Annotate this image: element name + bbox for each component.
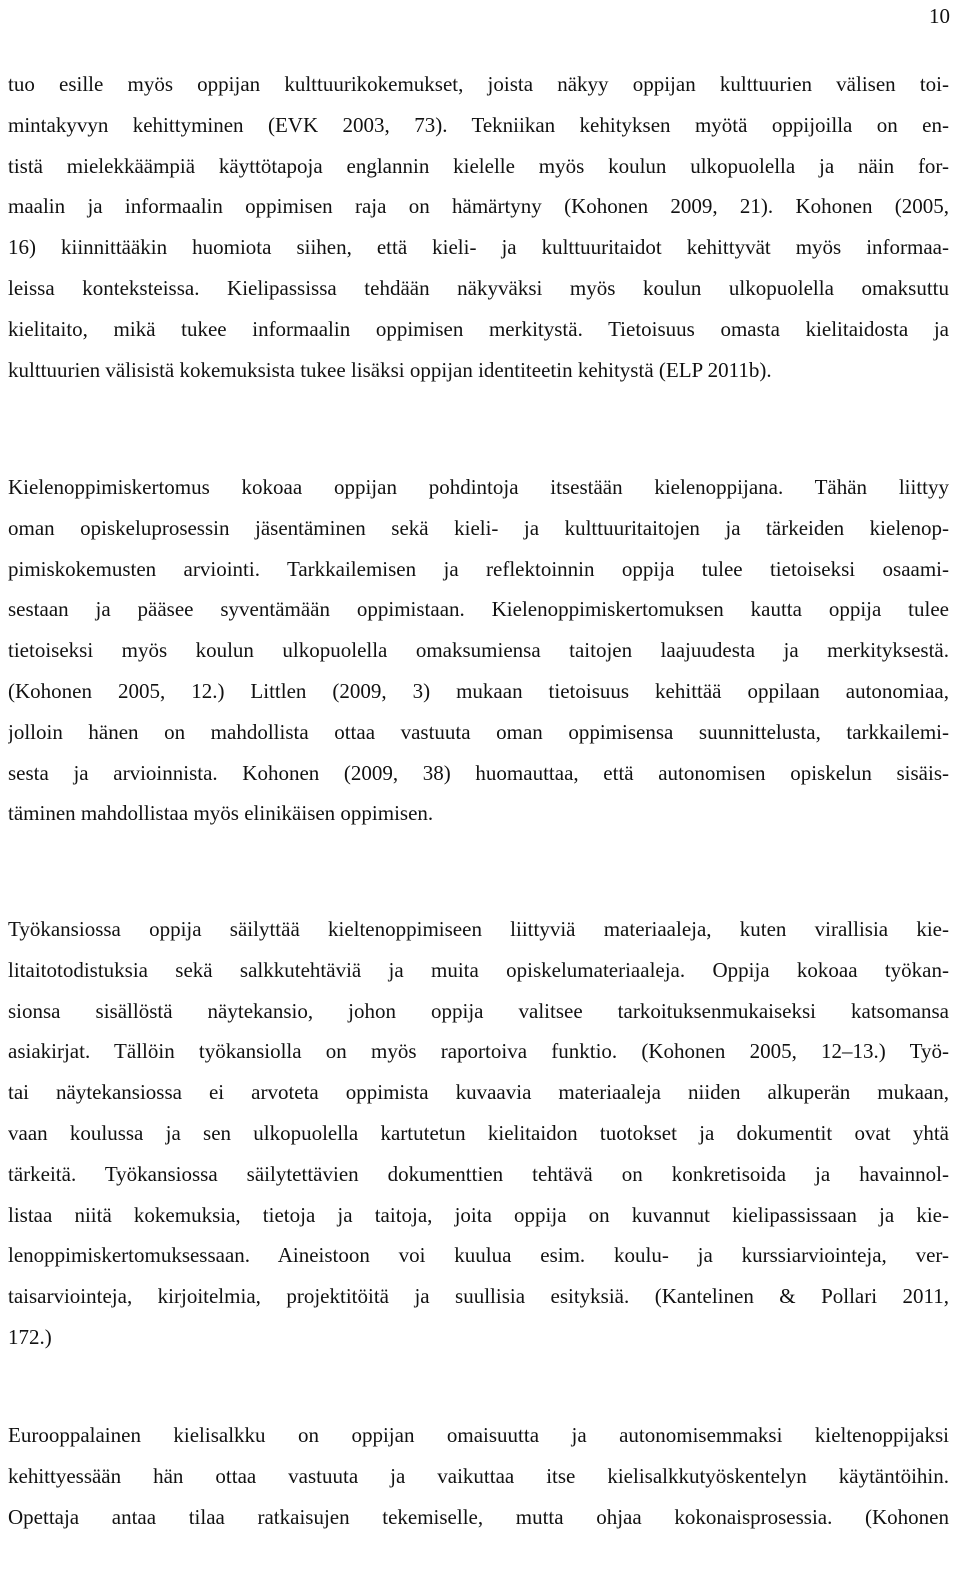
text-line: tärkeitä. Työkansiossa säilytettävien dokumenttien tehtävä on konkretisoida ja havainnol-	[8, 1161, 949, 1186]
text-line: Kielenoppimiskertomus kokoaa oppijan pohdintoja itsestään kielenoppijana. Tähän liittyy	[8, 475, 949, 499]
text-line: maalin ja informaalin oppimisen raja on hämärtyny (Kohonen 2009, 21). Kohonen (2005,	[8, 194, 949, 219]
text-line: litaitotodistuksia sekä salkkutehtäviä ja muita opiskelumateriaaleja. Oppija kokoaa työkan-	[8, 957, 949, 982]
text-line: Eurooppalainen kielisalkku on oppijan omaisuutta ja autonomisemmaksi kieltenoppijaksi	[8, 1423, 949, 1447]
text-line: kulttuurien välisistä kokemuksista tukee lisäksi oppijan identiteetin kehitystä (ELP 2011b).	[8, 357, 772, 382]
text-line: tistä mielekkäämpiä käyttötapoja englannin kielelle myös koulun ulkopuolella ja näin for-	[8, 153, 949, 178]
page-number: 10	[929, 4, 950, 28]
text-line: leissa konteksteissa. Kielipassissa tehdään näkyväksi myös koulun ulkopuolella omaksuttu	[8, 275, 949, 300]
text-line: oman opiskeluprosessin jäsentäminen sekä kieli- ja kulttuuritaitojen ja tärkeiden kielenop-	[8, 515, 949, 540]
text-line: Opettaja antaa tilaa ratkaisujen tekemiselle, mutta ohjaa kokonaisprosessia. (Kohonen	[8, 1504, 949, 1529]
text-line: täminen mahdollistaa myös elinikäisen oppimisen.	[8, 801, 434, 826]
text-line: kielitaito, mikä tukee informaalin oppimisen merkitystä. Tietoisuus omasta kielitaidosta ja	[8, 316, 949, 341]
text-line: mintakyvyn kehittyminen (EVK 2003, 73). Tekniikan kehityksen myötä oppijoilla on en-	[8, 112, 949, 137]
text-line: tietoiseksi myös koulun ulkopuolella omaksumiensa taitojen laajuudesta ja merkityksestä.	[8, 638, 949, 663]
paragraph-2	[8, 467, 949, 834]
text-line: kehittyessään hän ottaa vastuuta ja vaikuttaa itse kielisalkkutyöskentelyn käytäntöihin.	[8, 1463, 949, 1488]
text-line: tai näytekansiossa ei arvoteta oppimista kuvaavia materiaaleja niiden alkuperän mukaan,	[8, 1080, 949, 1105]
paragraph-4	[8, 1415, 949, 1537]
text-line: sionsa sisällöstä näytekansio, johon oppija valitsee tarkoituksenmukaiseksi katsomansa	[8, 998, 949, 1023]
text-line: taisarviointeja, kirjoitelmia, projektitöitä ja suullisia esityksiä. (Kantelinen & Pollari 2011,	[8, 1284, 949, 1309]
text-line: jolloin hänen on mahdollista ottaa vastuuta oman oppimisensa suunnittelusta, tarkkailemi-	[8, 719, 949, 744]
text-line: tuo esille myös oppijan kulttuurikokemukset, joista näkyy oppijan kulttuurien välisen toi-	[8, 72, 949, 96]
text-line: 172.)	[8, 1324, 52, 1349]
text-line: sesta ja arvioinnista. Kohonen (2009, 38) huomauttaa, että autonomisen opiskelun sisäis-	[8, 760, 949, 785]
paragraph-1	[8, 64, 949, 390]
text-line: Työkansiossa oppija säilyttää kieltenoppimiseen liittyviä materiaaleja, kuten virallisia kie-	[8, 917, 949, 941]
text-line: lenoppimiskertomuksessaan. Aineistoon voi kuulua esim. koulu- ja kurssiarviointeja, ver-	[8, 1243, 949, 1268]
text-line: listaa niitä kokemuksia, tietoja ja taitoja, joita oppija on kuvannut kielipassissaan ja kie-	[8, 1202, 949, 1227]
text-line: asiakirjat. Tällöin työkansiolla on myös raportoiva funktio. (Kohonen 2005, 12–13.) Työ-	[8, 1039, 949, 1064]
text-line: sestaan ja pääsee syventämään oppimistaan. Kielenoppimiskertomuksen kautta oppija tulee	[8, 597, 949, 622]
text-line: pimiskokemusten arviointi. Tarkkailemisen ja reflektoinnin oppija tulee tietoiseksi osaami-	[8, 556, 949, 581]
paragraph-3	[8, 909, 949, 1358]
text-line: 16) kiinnittääkin huomiota siihen, että kieli- ja kulttuuritaidot kehittyvät myös informaa-	[8, 235, 949, 260]
text-line: vaan koulussa ja sen ulkopuolella kartutetun kielitaidon tuotokset ja dokumentit ovat yhtä	[8, 1120, 949, 1145]
text-line: (Kohonen 2005, 12.) Littlen (2009, 3) mukaan tietoisuus kehittää oppilaan autonomiaa,	[8, 678, 949, 703]
